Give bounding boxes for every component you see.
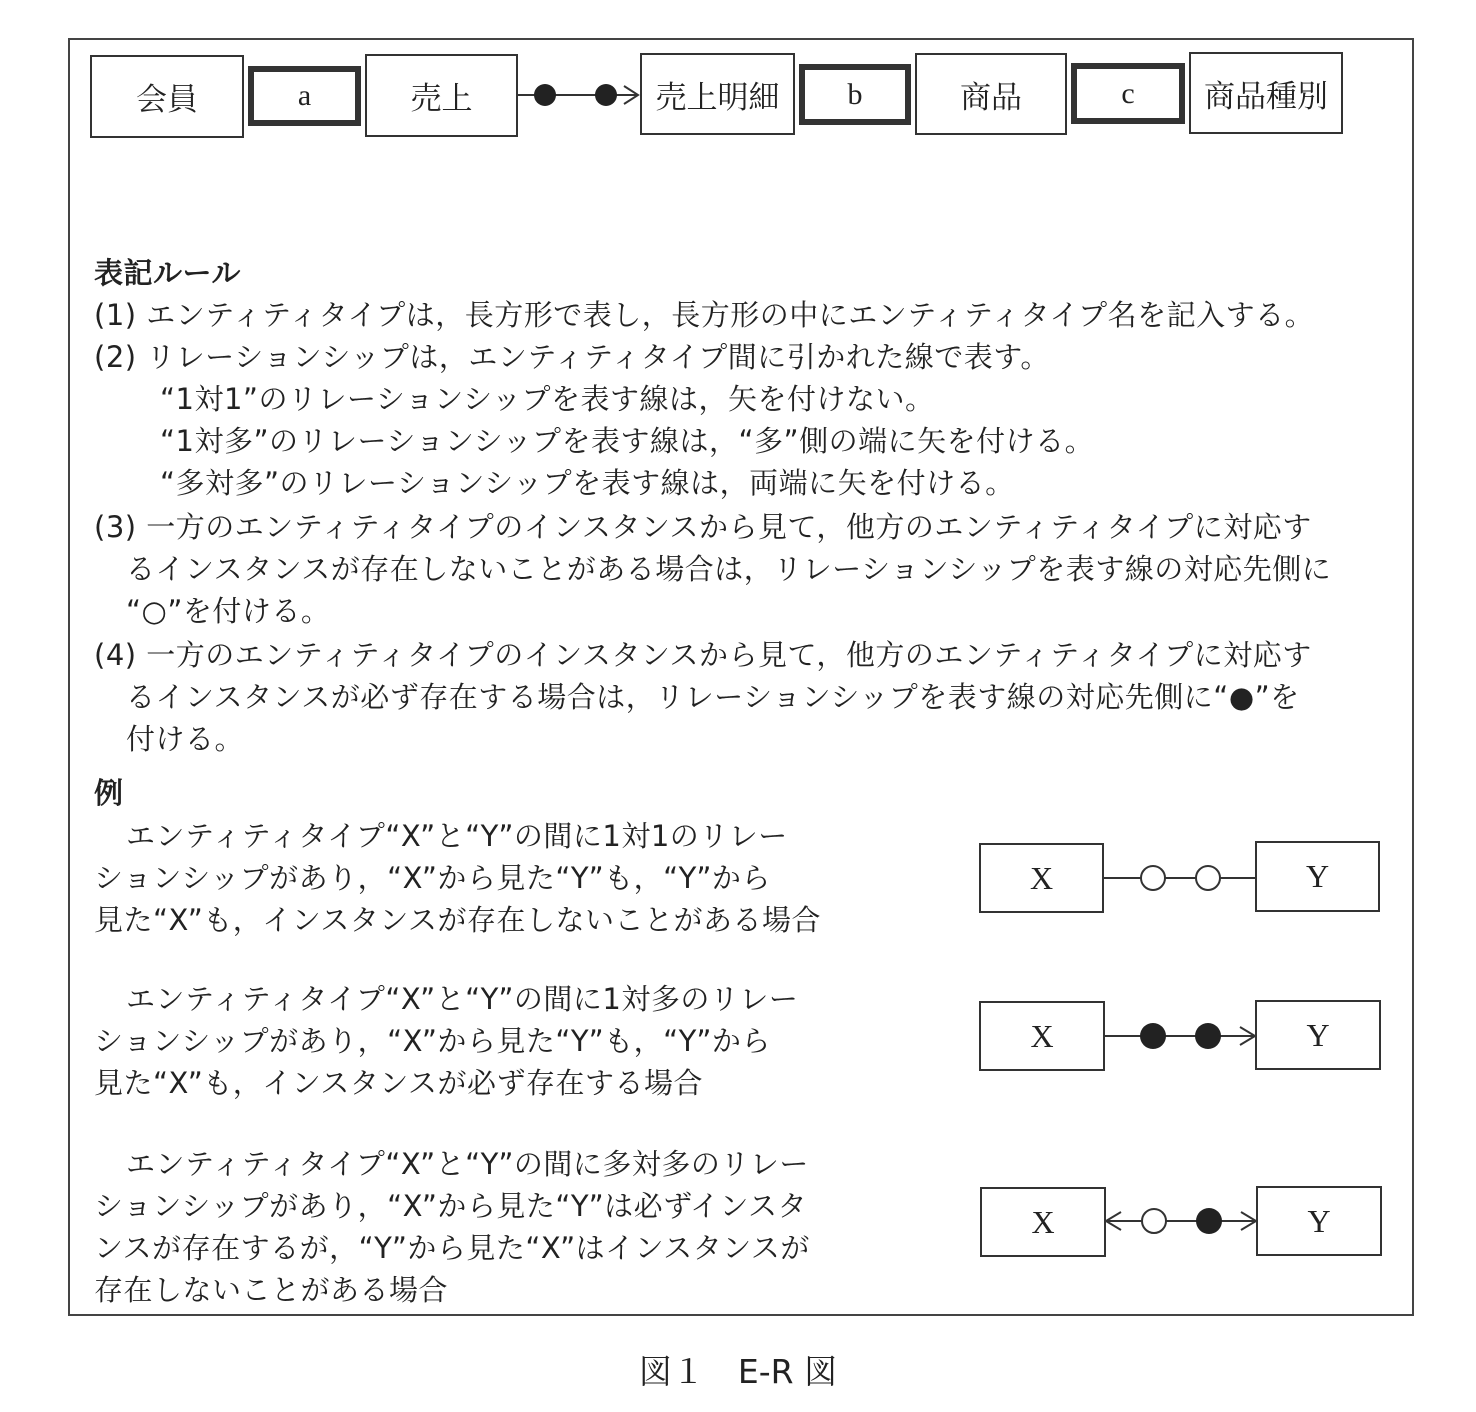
- examples-heading: 例: [94, 776, 124, 810]
- figure-caption: 図１ E-R 図: [638, 1352, 838, 1391]
- mandatory-dot: [534, 84, 556, 106]
- rule-line: (1) エンティティタイプは，長方形で表し，長方形の中にエンティティタイプ名を記入する。: [94, 298, 1315, 332]
- example1-entity-y: Y: [1255, 841, 1380, 912]
- example3-text: 存在しないことがある場合: [94, 1273, 449, 1307]
- mandatory-dot: [1196, 1208, 1222, 1234]
- rule-line: るインスタンスが存在しないことがある場合は，リレーションシップを表す線の対応先側に: [126, 552, 1332, 586]
- entity-product: 商品: [915, 53, 1067, 135]
- example3-text: ションシップがあり，“X”から見た“Y”は必ずインスタ: [94, 1189, 808, 1223]
- entity-sales: 売上: [365, 54, 518, 137]
- rule-line: (3) 一方のエンティティタイプのインスタンスから見て，他方のエンティティタイプに対応す: [94, 510, 1312, 544]
- rule-line: (4) 一方のエンティティタイプのインスタンスから見て，他方のエンティティタイプに対応す: [94, 638, 1312, 672]
- example1-relationship: [1103, 866, 1255, 890]
- optional-circle: [1196, 866, 1220, 890]
- example2-text: 見た“X”も，インスタンスが必ず存在する場合: [94, 1066, 704, 1100]
- example3-entity-x: X: [980, 1187, 1106, 1257]
- rule-line: 付ける。: [126, 722, 245, 756]
- rule-line: “1対1”のリレーションシップを表す線は，矢を付けない。: [160, 382, 935, 416]
- mandatory-dot: [1140, 1023, 1166, 1049]
- example2-entity-y: Y: [1255, 1000, 1381, 1070]
- example3-entity-y: Y: [1256, 1186, 1382, 1256]
- example2-text: ションシップがあり，“X”から見た“Y”も，“Y”から: [94, 1024, 771, 1058]
- blank-a: a: [248, 66, 361, 126]
- rule-line: “○”を付ける。: [126, 594, 331, 628]
- example1-text: エンティティタイプ“X”と“Y”の間に1対1のリレー: [126, 819, 788, 853]
- entity-sales-detail: 売上明細: [640, 53, 795, 135]
- optional-circle: [1141, 866, 1165, 890]
- rule-line: “1対多”のリレーションシップを表す線は，“多”側の端に矢を付ける。: [160, 424, 1095, 458]
- entity-product-category: 商品種別: [1189, 52, 1343, 134]
- rule-line: (2) リレーションシップは，エンティティタイプ間に引かれた線で表す。: [94, 340, 1050, 374]
- rules-heading: 表記ルール: [94, 256, 241, 290]
- example3-relationship: [1105, 1208, 1256, 1234]
- example2-relationship: [1104, 1023, 1255, 1049]
- sales-to-detail-relationship: [518, 84, 638, 106]
- example1-entity-x: X: [979, 843, 1104, 913]
- rule-line: “多対多”のリレーションシップを表す線は，両端に矢を付ける。: [160, 466, 1015, 500]
- example2-text: エンティティタイプ“X”と“Y”の間に1対多のリレー: [126, 982, 799, 1016]
- mandatory-dot: [1195, 1023, 1221, 1049]
- example3-text: エンティティタイプ“X”と“Y”の間に多対多のリレー: [126, 1147, 809, 1181]
- example3-text: ンスが存在するが，“Y”から見た“X”はインスタンスが: [94, 1231, 810, 1265]
- example2-entity-x: X: [979, 1001, 1105, 1071]
- example1-text: ションシップがあり，“X”から見た“Y”も，“Y”から: [94, 861, 771, 895]
- entity-member: 会員: [90, 55, 244, 138]
- blank-b: b: [799, 64, 911, 125]
- rule-line: るインスタンスが必ず存在する場合は，リレーションシップを表す線の対応先側に“●”を: [126, 680, 1300, 714]
- example1-text: 見た“X”も，インスタンスが存在しないことがある場合: [94, 903, 822, 937]
- optional-circle: [1142, 1209, 1166, 1233]
- mandatory-dot: [595, 84, 617, 106]
- blank-c: c: [1071, 63, 1185, 124]
